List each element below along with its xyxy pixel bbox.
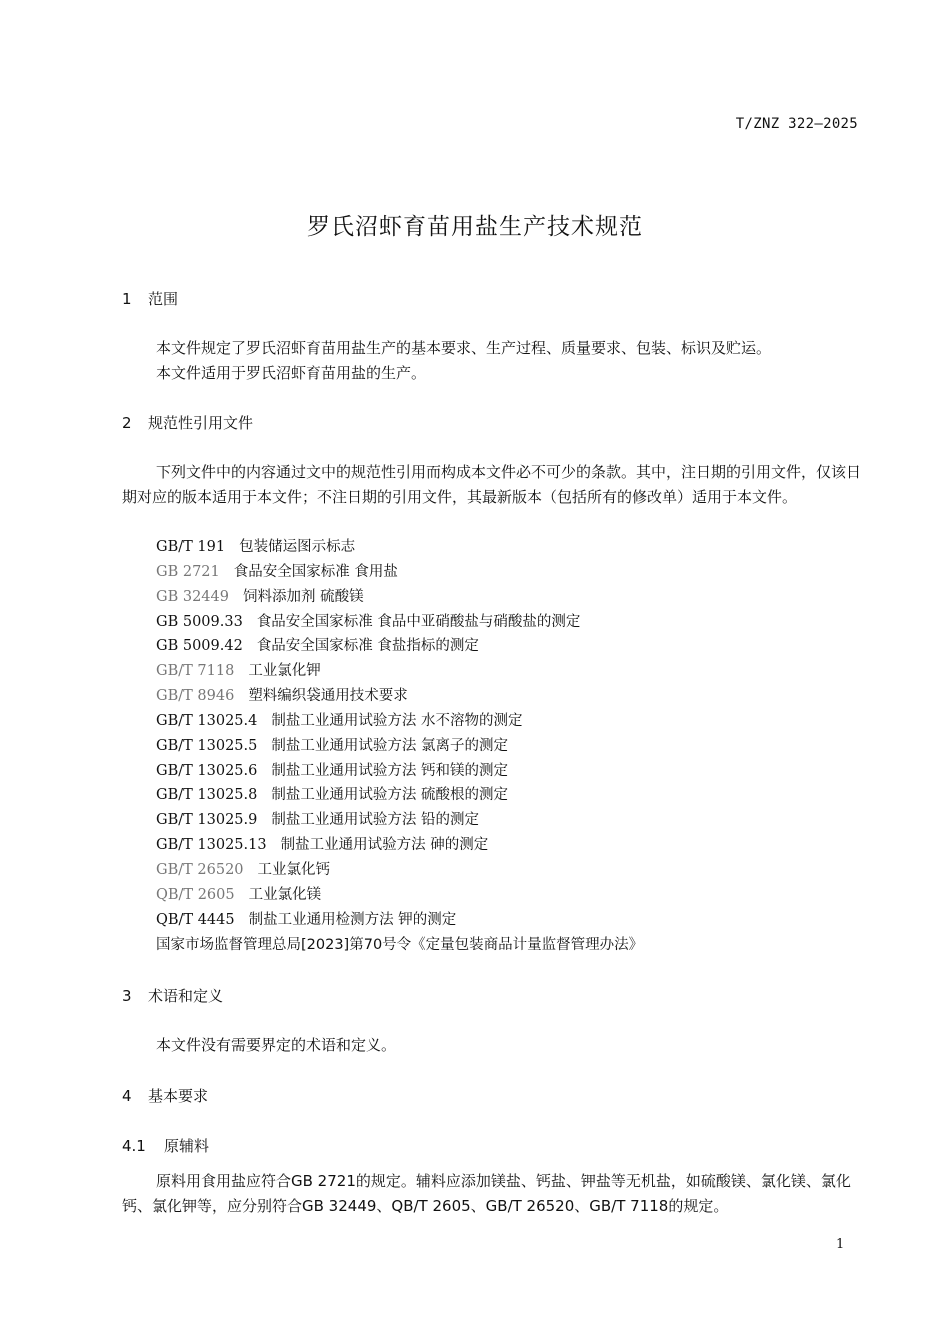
reference-item [156,808,643,833]
reference-item [156,783,643,808]
reference-title: 国家市场监督管理总局[2023]第70号令《定量包装商品计量监督管理办法》 [156,936,644,953]
paragraph: 下列文件中的内容通过文中的规范性引用而构成本文件必不可少的条款。其中，注日期的引用文件，仅该日期对应的版本适用于本文件；不注日期的引用文件，其最新版本（包括所有的修改单）适用于本文件。 [122,463,862,506]
reference-title: 包装储运图示标志 [239,539,356,555]
section-number: 3 [122,987,132,1005]
section-heading-normative-references [122,412,253,433]
reference-item [156,634,643,659]
page-number: 1 [836,1237,845,1252]
reference-title: 制盐工业通用试验方法 水不溶物的测定 [271,712,523,729]
subsection-number: 4.1 [122,1137,146,1155]
reference-title: 制盐工业通用试验方法 氯离子的测定 [271,737,508,754]
reference-code: QB/T 2605 [156,886,235,903]
reference-title: 制盐工业通用试验方法 铅的测定 [271,812,479,829]
reference-item [156,585,643,610]
reference-code: QB/T 4445 [156,911,235,928]
reference-title: 制盐工业通用试验方法 硫酸根的测定 [271,787,508,804]
reference-item [156,560,643,585]
reference-title: 工业氯化镁 [248,886,322,903]
paragraph: 本文件没有需要界定的术语和定义。 [156,1036,397,1054]
reference-title: 制盐工业通用试验方法 砷的测定 [280,837,489,854]
reference-code: GB 5009.33 [156,613,243,630]
reference-code: GB/T 8946 [156,688,235,705]
reference-code: GB/T 7118 [156,663,235,680]
reference-item [156,659,643,684]
section-number: 1 [122,290,132,308]
section-title: 范围 [148,290,179,308]
reference-title: 工业氯化钙 [257,861,331,878]
section-title: 术语和定义 [148,987,224,1005]
reference-code: GB/T 191 [156,539,226,555]
section-heading-terms-and-definitions [122,985,223,1006]
reference-item [156,908,643,933]
subsection-title: 原辅料 [164,1137,210,1155]
reference-item [156,833,643,858]
reference-code: GB/T 13025.8 [156,787,258,804]
reference-item [156,883,643,908]
reference-item [156,858,643,883]
reference-code: GB/T 13025.6 [156,762,258,779]
page-title: 罗氏沼虾育苗用盐生产技术规范 [307,214,643,240]
reference-title: 制盐工业通用检测方法 钾的测定 [248,911,457,928]
reference-title: 工业氯化钾 [248,663,321,680]
reference-code: GB/T 13025.13 [156,837,267,854]
reference-code: GB 2721 [156,563,220,580]
reference-code: GB/T 13025.4 [156,712,258,729]
section-title: 规范性引用文件 [148,414,254,432]
paragraph: 本文件规定了罗氏沼虾育苗用盐生产的基本要求、生产过程、质量要求、包装、标识及贮运。 [156,339,772,357]
reference-title: 制盐工业通用试验方法 钙和镁的测定 [271,762,508,779]
reference-item [156,709,643,734]
reference-title: 食品安全国家标准 食盐指标的测定 [256,638,479,655]
reference-item [156,535,643,560]
section-heading-scope [122,288,178,309]
reference-title: 塑料编织袋通用技术要求 [248,688,408,705]
reference-list [156,535,643,957]
section-title: 基本要求 [148,1087,209,1105]
reference-title: 饲料添加剂 硫酸镁 [242,588,364,605]
reference-code: GB 32449 [156,588,229,605]
reference-item [156,734,643,759]
reference-code: GB/T 13025.5 [156,737,258,754]
reference-item [156,759,643,784]
reference-code: GB/T 13025.9 [156,812,258,829]
document-code: T/ZNZ 322—2025 [735,116,858,132]
reference-item [156,684,643,709]
reference-item [156,610,643,635]
section-number: 4 [122,1087,132,1105]
reference-title: 食品安全国家标准 食品中亚硝酸盐与硝酸盐的测定 [256,613,581,630]
section-heading-basic-requirements [122,1085,208,1106]
reference-item [156,933,643,958]
section-number: 2 [122,414,132,432]
reference-title: 食品安全国家标准 食用盐 [233,563,398,580]
paragraph: 本文件适用于罗氏沼虾育苗用盐的生产。 [156,364,427,382]
reference-code: GB 5009.42 [156,638,243,655]
reference-code: GB/T 26520 [156,861,244,878]
subsection-heading-raw-materials [122,1135,209,1156]
paragraph: 原料用食用盐应符合GB 2721的规定。辅料应添加镁盐、钙盐、钾盐等无机盐，如硫酸镁、氯化镁、氯化钙、氯化钾等，应分别符合GB 32449、QB/T 2605、GB/T 26520、GB/T 7118的规定。 [122,1172,851,1215]
